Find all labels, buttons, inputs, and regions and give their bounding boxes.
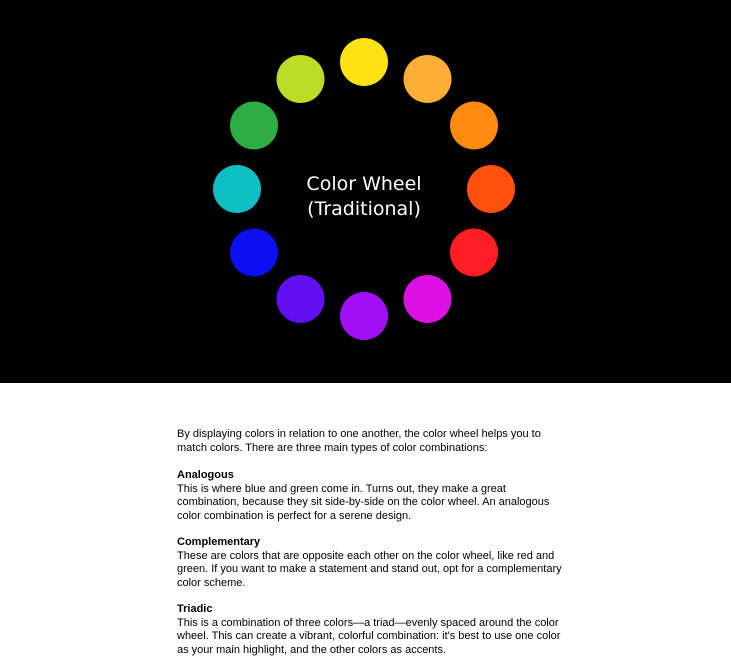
section-heading: Triadic — [177, 603, 213, 615]
article-text — [177, 428, 562, 670]
color-dot-yellow — [340, 38, 388, 86]
intro-paragraph: By displaying colors in relation to one another, the color wheel helps you to match colors. There are three main types of color combinations: — [177, 428, 541, 454]
color-dot-red — [450, 229, 498, 277]
wheel-title-line-1: Color Wheel — [306, 173, 422, 195]
color-dot-blue — [230, 229, 278, 277]
section-body: This is a combination of three colors—a triad—evenly spaced around the color wheel. This can create a vibrant, colorful combination: it's best to use one color as your main highlight, and the other colors as accents. — [177, 616, 561, 656]
color-dot-violet — [340, 292, 388, 340]
color-dot-yellow-orange — [404, 55, 452, 103]
wheel-title-line-2: (Traditional) — [307, 198, 421, 220]
color-dot-red-orange — [467, 165, 515, 213]
color-dot-orange — [450, 102, 498, 150]
color-dot-yellow-green — [277, 55, 325, 103]
section-analogous — [177, 469, 562, 523]
section-heading: Complementary — [177, 536, 261, 548]
color-dot-blue-violet — [277, 275, 325, 323]
section-triadic — [177, 603, 562, 657]
section-complementary — [177, 536, 562, 590]
wheel-title — [264, 172, 464, 222]
section-heading: Analogous — [177, 469, 234, 481]
section-body: This is where blue and green come in. Turns out, they make a great combination, because they sit side-by-side on the color wheel. An analogous color combination is perfect for a serene design. — [177, 482, 550, 522]
section-body: These are colors that are opposite each other on the color wheel, like red and green. If you want to make a statement and stand out, opt for a complementary color scheme. — [177, 549, 562, 589]
color-dot-red-violet — [404, 275, 452, 323]
color-dot-blue-green — [213, 165, 261, 213]
color-dot-green — [230, 102, 278, 150]
